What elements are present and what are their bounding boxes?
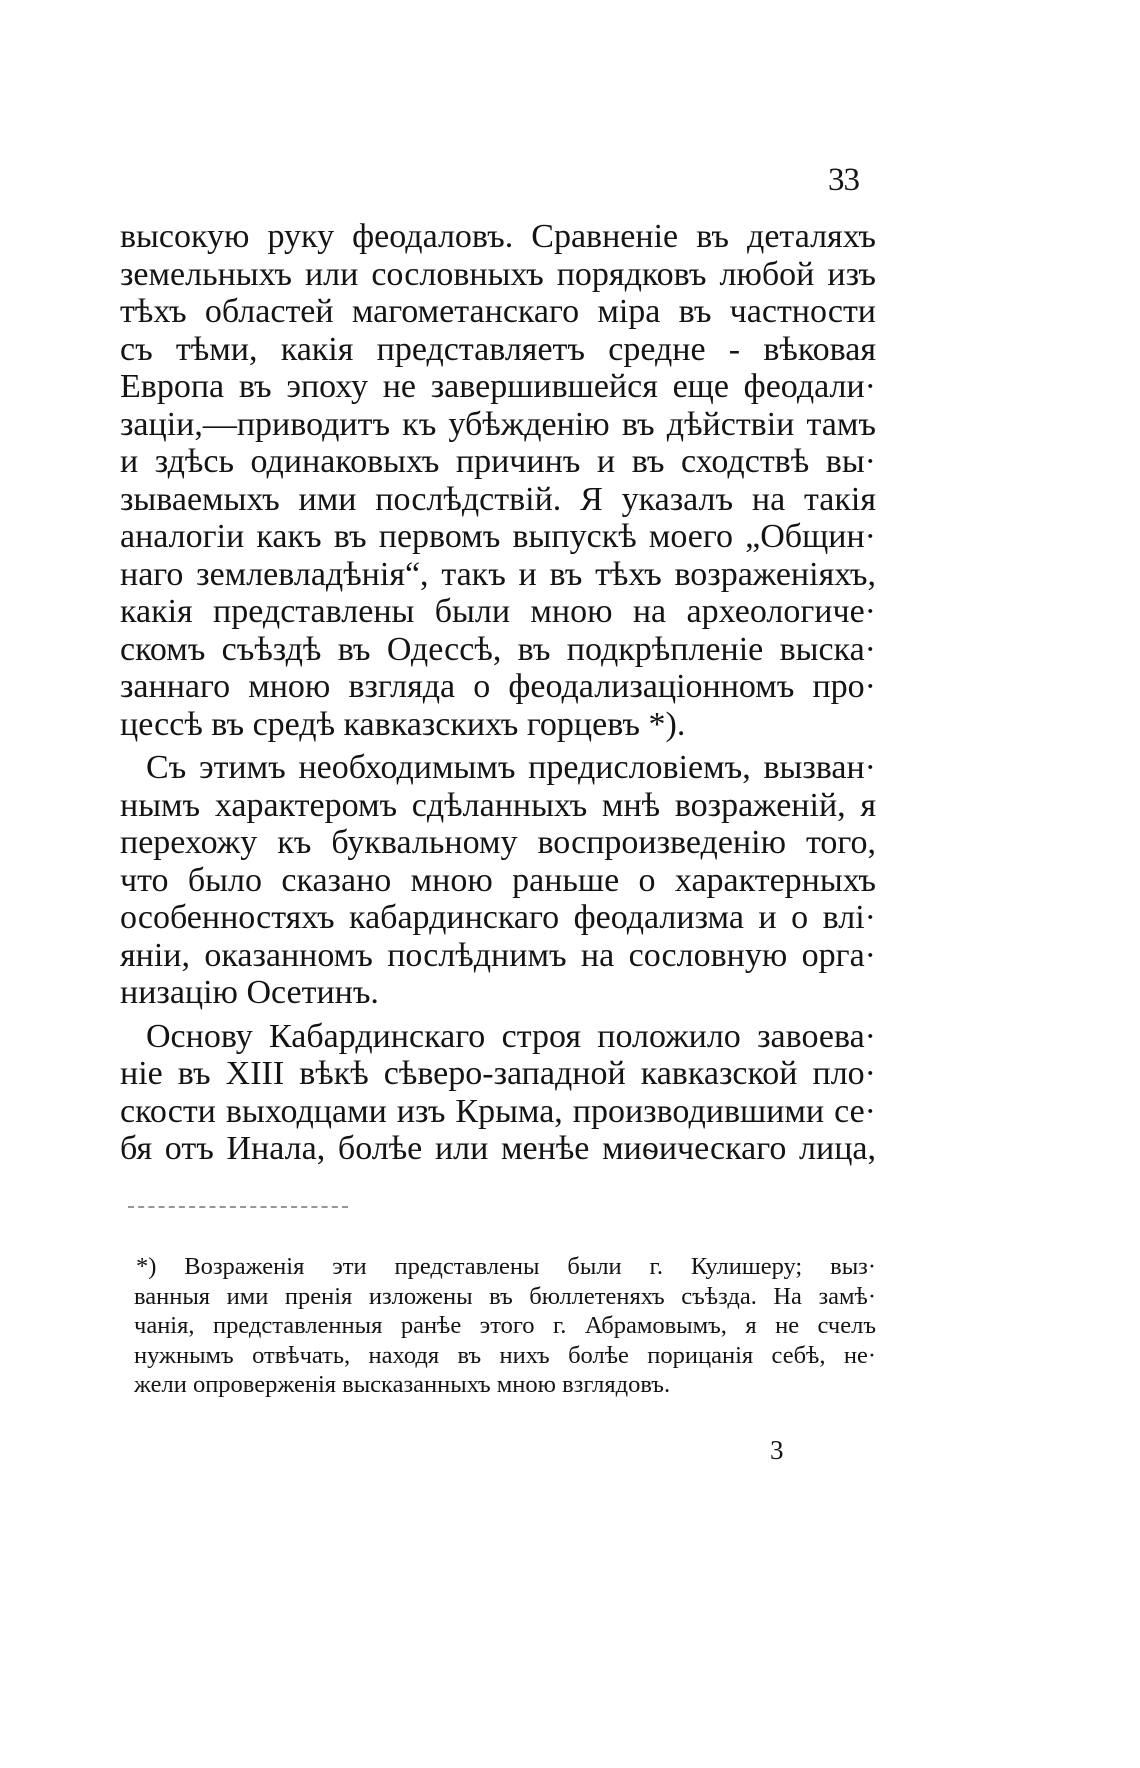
paragraph-3	[120, 1018, 876, 1168]
text-line: скомъ съѣздѣ въ Одессѣ, въ подкрѣпленіе выска·	[120, 630, 876, 668]
footnote-line: нужнымъ отвѣчать, находя въ нихъ болѣе порицанія себѣ, не·	[134, 1341, 876, 1369]
text-line: что было сказано мною раньше о характерныхъ	[120, 861, 876, 899]
text-line: тѣхъ областей магометанскаго міра въ частности	[120, 293, 876, 330]
text-line: зываемыхъ ими послѣдствій. Я указалъ на такія	[120, 480, 876, 518]
text-line: аналогіи какъ въ первомъ выпускѣ моего „Общин·	[120, 518, 876, 555]
footnote	[134, 1252, 876, 1400]
page-number: 33	[828, 162, 859, 198]
text-line: высокую руку феодаловъ. Сравненіе въ деталяхъ	[120, 218, 876, 255]
text-line: перехожу къ буквальному воспроизведенію того,	[120, 824, 876, 861]
text-line: скости выходцами изъ Крыма, производившими се·	[120, 1092, 876, 1130]
text-line: и здѣсь одинаковыхъ причинъ и въ сходствѣ вы·	[120, 443, 876, 480]
footnote-divider	[128, 1206, 348, 1208]
text-line: цессѣ въ средѣ кавказскихъ горцевъ *).	[120, 705, 686, 743]
text-line: заціи,—приводитъ къ убѣжденію въ дѣйствіи тамъ	[120, 405, 876, 443]
text-line: заннаго мною взгляда о феодализаціонномъ про·	[120, 668, 876, 705]
text-line: Съ этимъ необходимымъ предисловіемъ, вызван·	[146, 749, 876, 786]
text-line: ніе въ XIII вѣкѣ сѣверо-западной кавказской пло·	[120, 1055, 876, 1092]
paragraph-1	[120, 218, 876, 743]
text-line: съ тѣми, какія представляетъ средне - вѣковая	[120, 330, 876, 368]
text-line: нымъ характеромъ сдѣланныхъ мнѣ возраженій, я	[120, 786, 876, 824]
signature-mark: 3	[770, 1435, 784, 1465]
text-line: яніи, оказанномъ послѣднимъ на сословную орга·	[120, 936, 876, 974]
footnote-line: чанія, представленныя ранѣе этого г. Абрамовымъ, я не счелъ	[134, 1312, 876, 1339]
footnote-line: *) Возраженія эти представлены были г. Кулишеру; выз·	[136, 1253, 876, 1280]
text-line: Европа въ эпоху не завершившейся еще феодали·	[120, 368, 876, 405]
text-line: бя отъ Инала, болѣе или менѣе миѳическаго лица,	[120, 1130, 876, 1167]
text-line: земельныхъ или сословныхъ порядковъ любой изъ	[120, 255, 876, 293]
text-line: наго землевладѣнія“, такъ и въ тѣхъ возраженіяхъ,	[120, 555, 876, 593]
footnote-line: ванныя ими пренія изложены въ бюллетеняхъ съѣзда. На замѣ·	[134, 1282, 876, 1310]
text-line: низацію Осетинъ.	[120, 974, 379, 1011]
text-line: какія представлены были мною на археологиче·	[120, 593, 876, 630]
footnote-line: жели опроверженія высказанныхъ мною взглядовъ.	[134, 1371, 671, 1398]
text-line: Основу Кабардинскаго строя положило завоева·	[146, 1017, 876, 1055]
main-text	[120, 218, 876, 1168]
paragraph-2	[120, 749, 876, 1012]
text-line: особенностяхъ кабардинскаго феодализма и о влі·	[120, 899, 876, 936]
